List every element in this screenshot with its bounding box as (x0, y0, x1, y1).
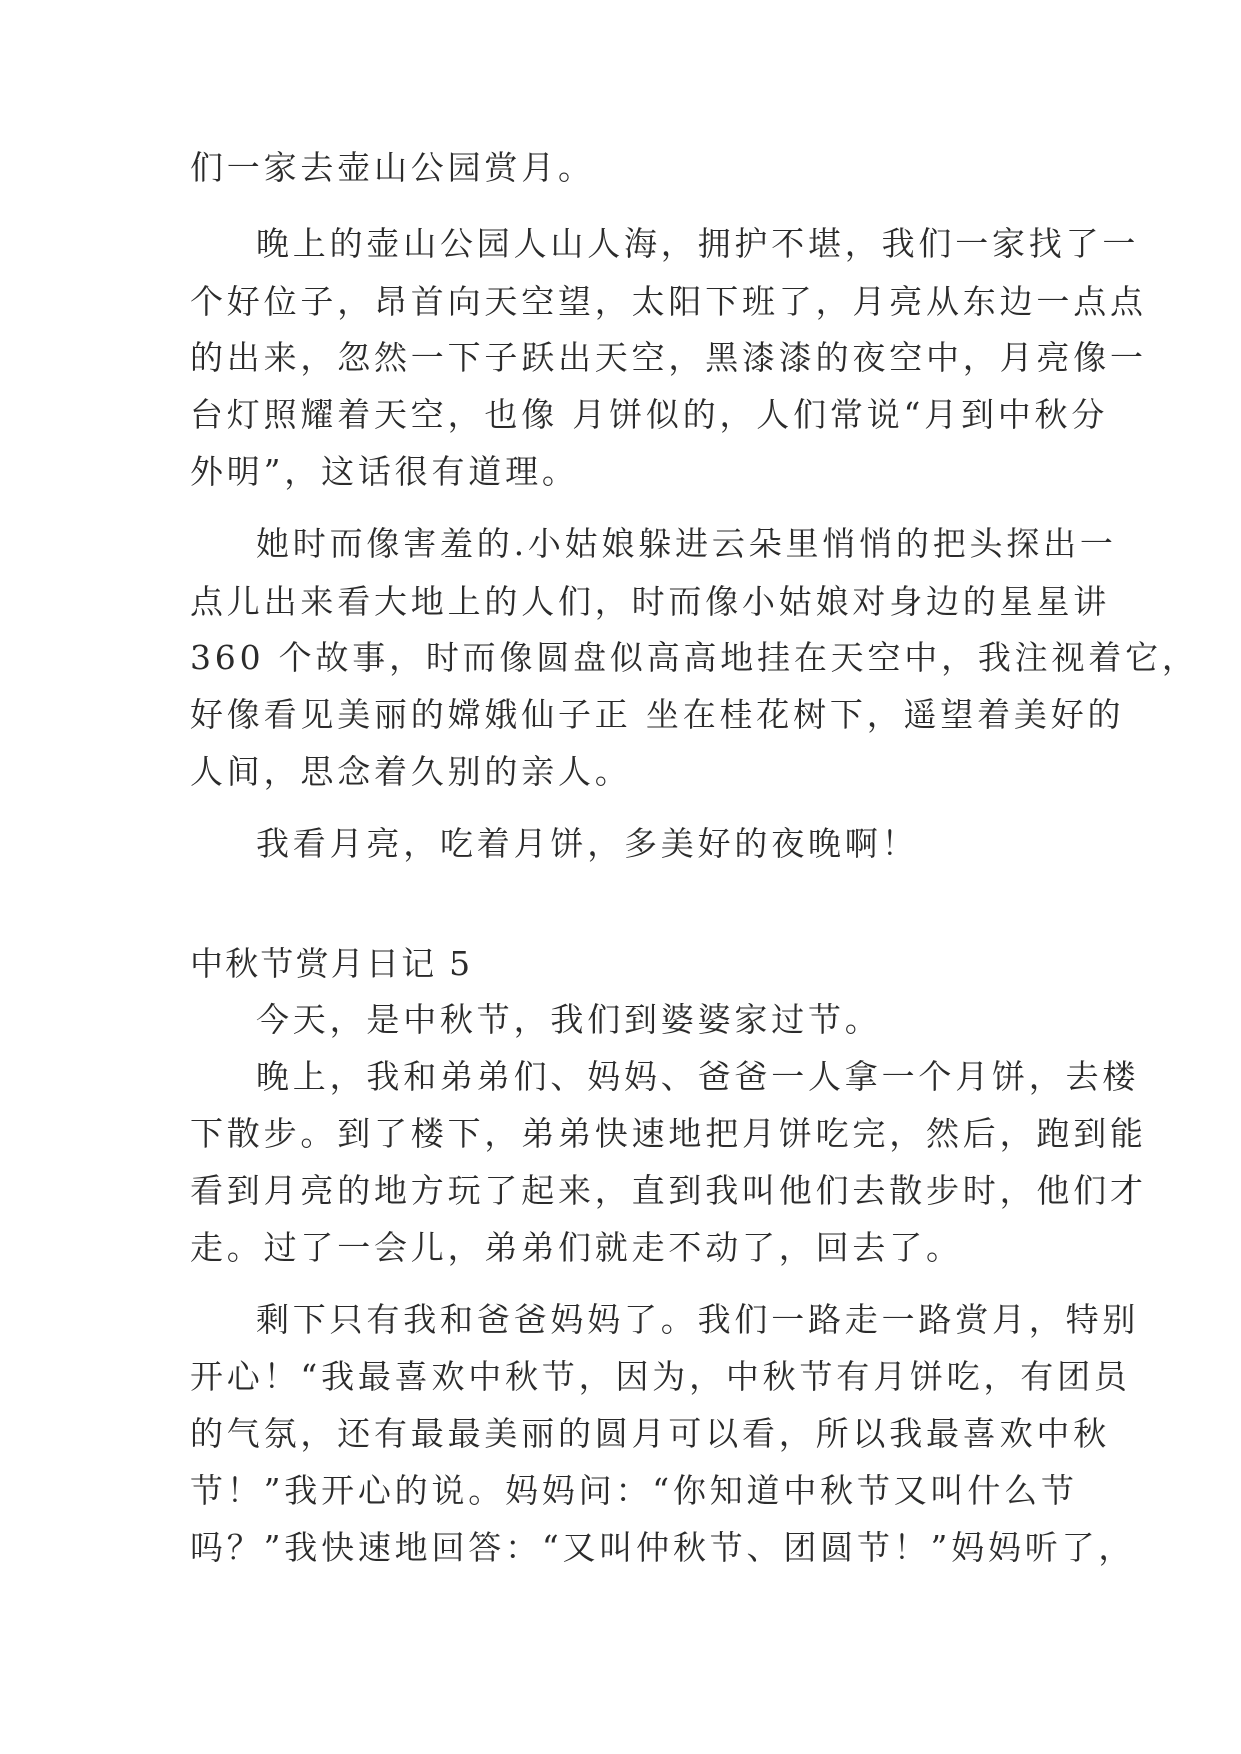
text-line: 走。过了一会儿，弟弟们就走不动了，回去了。 (190, 1228, 963, 1267)
text-line: 人间，思念着久别的亲人。 (190, 752, 632, 791)
text-line: 好像看见美丽的嫦娥仙子正 坐在桂花树下，遥望着美好的 (190, 695, 1125, 734)
text-line: 吗？”我快速地回答：“又叫仲秋节、团圆节！”妈妈听了， (190, 1528, 1136, 1567)
paragraph-first-line: 我看月亮，吃着月饼，多美好的夜晚啊！ (256, 824, 919, 863)
paragraph-first-line: 晚上的壶山公园人山人海，拥护不堪，我们一家找了一 (256, 224, 1140, 263)
text-line: 开心！“我最喜欢中秋节，因为，中秋节有月饼吃，有团员 (190, 1357, 1131, 1396)
paragraph-first-line: 晚上，我和弟弟们、妈妈、爸爸一人拿一个月饼，去楼 (256, 1057, 1140, 1096)
text-line: 360 个故事，时而像圆盘似高高地挂在天空中，我注视着它， (190, 638, 1199, 677)
paragraph-first-line: 剩下只有我和爸爸妈妈了。我们一路走一路赏月，特别 (256, 1300, 1140, 1339)
paragraph-first-line: 今天，是中秋节，我们到婆婆家过节。 (256, 1000, 882, 1039)
text-line: 的气氛，还有最最美丽的圆月可以看，所以我最喜欢中秋 (190, 1414, 1110, 1453)
text-line: 看到月亮的地方玩了起来，直到我叫他们去散步时，他们才 (190, 1171, 1147, 1210)
text-line: 点儿出来看大地上的人们，时而像小姑娘对身边的星星讲 (190, 582, 1110, 621)
section-heading: 中秋节赏月日记 5 (190, 944, 473, 983)
text-line: 的出来，忽然一下子跃出天空，黑漆漆的夜空中，月亮像一 (190, 338, 1147, 377)
text-line: 台灯照耀着天空，也像 月饼似的，人们常说“月到中秋分 (190, 395, 1109, 434)
text-line: 个好位子，昂首向天空望，太阳下班了，月亮从东边一点点 (190, 282, 1147, 321)
text-line: 节！”我开心的说。妈妈问：“你知道中秋节又叫什么节 (190, 1471, 1078, 1510)
text-line: 们一家去壶山公园赏月。 (190, 148, 595, 187)
paragraph-first-line: 她时而像害羞的.小姑娘躲进云朵里悄悄的把头探出一 (256, 524, 1117, 563)
text-line: 下散步。到了楼下，弟弟快速地把月饼吃完，然后，跑到能 (190, 1114, 1147, 1153)
text-line: 外明”，这话很有道理。 (190, 452, 579, 491)
